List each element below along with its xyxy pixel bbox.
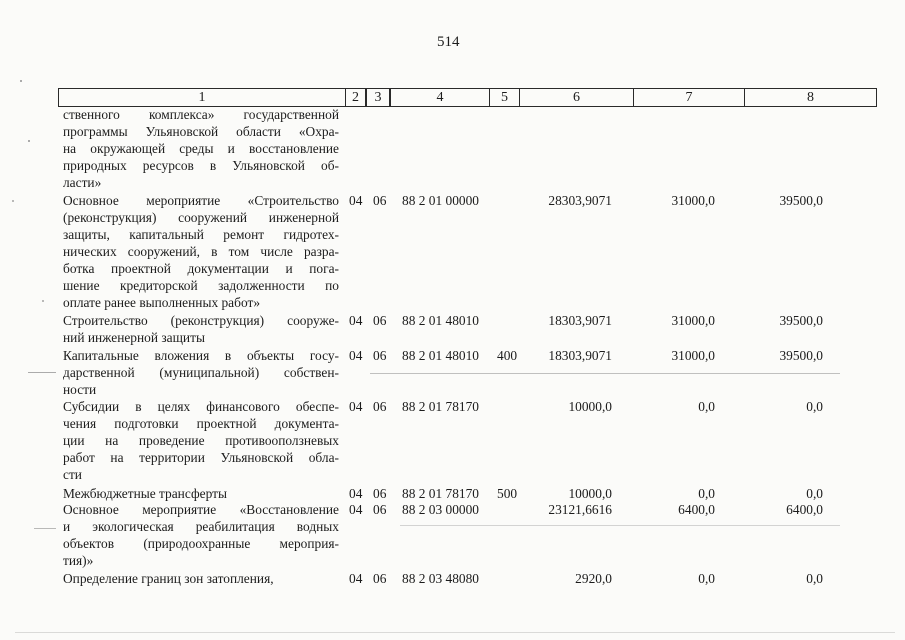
scan-noise-line <box>28 372 56 373</box>
amount-col-7: 31000,0 <box>671 313 715 328</box>
section-code: 04 <box>349 502 363 517</box>
header-cell-4: 4 <box>390 88 490 107</box>
amount-col-6: 10000,0 <box>568 486 612 501</box>
target-article-code: 88 2 01 78170 <box>402 486 479 501</box>
subsection-code: 06 <box>373 571 387 586</box>
row-description <box>63 347 339 398</box>
subsection-code: 06 <box>373 348 387 363</box>
scan-noise-speck <box>42 300 44 302</box>
header-cell-5: 5 <box>489 88 520 107</box>
expense-type-code: 500 <box>497 486 518 501</box>
amount-col-6: 28303,9071 <box>548 193 612 208</box>
description-line: и экологическая реабилитация водных <box>63 519 339 534</box>
description-line: на окружающей среды и восстановление <box>63 141 339 156</box>
row-description <box>63 106 339 191</box>
section-code: 04 <box>349 399 363 414</box>
target-article-code: 88 2 01 48010 <box>402 348 479 363</box>
expense-type-code: 400 <box>497 348 518 363</box>
scan-noise-speck <box>20 80 22 82</box>
target-article-code: 88 2 01 78170 <box>402 399 479 414</box>
description-line: Капитальные вложения в объекты госу- <box>63 348 339 363</box>
amount-col-7: 0,0 <box>698 571 715 586</box>
subsection-code: 06 <box>373 486 387 501</box>
section-code: 04 <box>349 571 363 586</box>
row-description <box>63 485 339 502</box>
description-line: нических сооружений, в том числе разра- <box>63 244 339 259</box>
subsection-code: 06 <box>373 193 387 208</box>
row-description <box>63 398 339 483</box>
scan-noise-speck <box>12 200 14 202</box>
target-article-code: 88 2 03 48080 <box>402 571 479 586</box>
header-cell-6: 6 <box>519 88 634 107</box>
description-line: Межбюджетные трансферты <box>63 486 227 501</box>
scan-noise-speck <box>28 140 30 142</box>
scan-noise-line <box>34 528 56 529</box>
description-line: ности <box>63 382 97 397</box>
scan-noise-line <box>15 632 895 633</box>
amount-col-7: 31000,0 <box>671 348 715 363</box>
description-line: Определение границ зон затопления, <box>63 571 274 586</box>
description-line: ласти» <box>63 175 102 190</box>
amount-col-7: 0,0 <box>698 399 715 414</box>
amount-col-8: 39500,0 <box>779 313 823 328</box>
header-cell-3: 3 <box>366 88 390 107</box>
description-line: тия)» <box>63 553 94 568</box>
amount-col-6: 18303,9071 <box>548 313 612 328</box>
description-line: Строительство (реконструкция) сооруже- <box>63 313 339 328</box>
description-line: работ на территории Ульяновской обла- <box>63 450 339 465</box>
description-line: Основное мероприятие «Восстановление <box>63 502 339 517</box>
row-description <box>63 501 339 569</box>
header-cell-7: 7 <box>633 88 745 107</box>
description-line: ний инженерной защиты <box>63 330 205 345</box>
subsection-code: 06 <box>373 399 387 414</box>
amount-col-8: 39500,0 <box>779 193 823 208</box>
description-line: защиты, капитальный ремонт гидротех- <box>63 227 339 242</box>
amount-col-8: 39500,0 <box>779 348 823 363</box>
scan-noise-line <box>370 373 840 374</box>
description-line: оплате ранее выполненных работ» <box>63 295 261 310</box>
subsection-code: 06 <box>373 313 387 328</box>
row-description <box>63 192 339 311</box>
amount-col-8: 0,0 <box>806 571 823 586</box>
amount-col-7: 31000,0 <box>671 193 715 208</box>
amount-col-8: 0,0 <box>806 486 823 501</box>
section-code: 04 <box>349 193 363 208</box>
amount-col-6: 10000,0 <box>568 399 612 414</box>
section-code: 04 <box>349 486 363 501</box>
description-line: чения подготовки проектной документа- <box>63 416 339 431</box>
description-line: дарственной (муниципальной) собствен- <box>63 365 339 380</box>
description-line: природных ресурсов в Ульяновской об- <box>63 158 339 173</box>
amount-col-6: 18303,9071 <box>548 348 612 363</box>
description-line: ботка проектной документации и погa- <box>63 261 339 276</box>
header-cell-2: 2 <box>345 88 366 107</box>
row-description <box>63 570 339 587</box>
description-line: программы Ульяновской области «Охра- <box>63 124 339 139</box>
page-number: 514 <box>437 34 460 50</box>
amount-col-8: 0,0 <box>806 399 823 414</box>
description-line: сти <box>63 467 82 482</box>
target-article-code: 88 2 01 48010 <box>402 313 479 328</box>
target-article-code: 88 2 03 00000 <box>402 502 479 517</box>
description-line: Основное мероприятие «Строительство <box>63 193 339 208</box>
amount-col-6: 2920,0 <box>575 571 612 586</box>
section-code: 04 <box>349 313 363 328</box>
subsection-code: 06 <box>373 502 387 517</box>
description-line: ственного комплекса» государственной <box>63 107 339 122</box>
amount-col-7: 6400,0 <box>678 502 715 517</box>
header-cell-8: 8 <box>744 88 877 107</box>
scan-noise-line <box>400 525 840 526</box>
description-line: шение кредиторской задолженности по <box>63 278 339 293</box>
description-line: объектов (природоохранные мероприя- <box>63 536 339 551</box>
header-cell-1: 1 <box>58 88 346 107</box>
section-code: 04 <box>349 348 363 363</box>
target-article-code: 88 2 01 00000 <box>402 193 479 208</box>
description-line: Субсидии в целях финансового обеспе- <box>63 399 339 414</box>
row-description <box>63 312 339 346</box>
amount-col-8: 6400,0 <box>786 502 823 517</box>
amount-col-7: 0,0 <box>698 486 715 501</box>
description-line: ции на проведение противооползневых <box>63 433 339 448</box>
description-line: (реконструкция) сооружений инженерной <box>63 210 339 225</box>
amount-col-6: 23121,6616 <box>548 502 612 517</box>
